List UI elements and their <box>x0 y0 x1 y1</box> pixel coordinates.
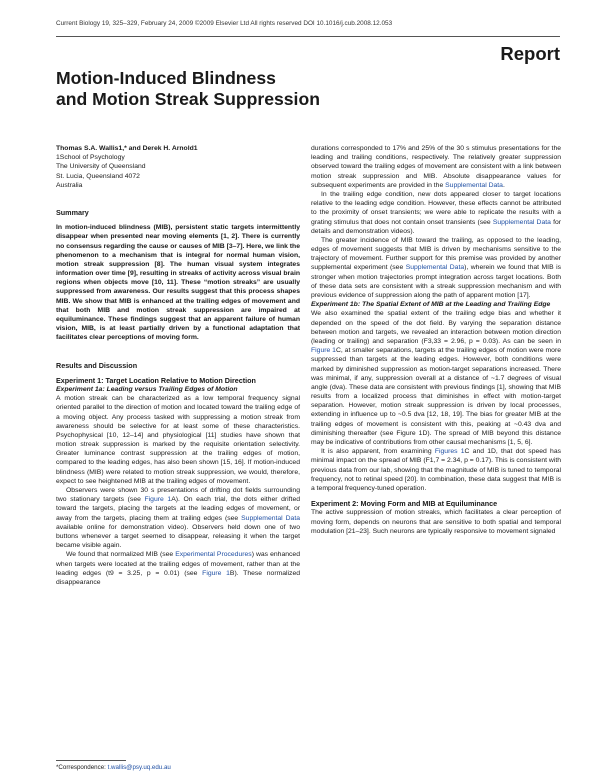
affiliation-line: The University of Queensland <box>56 163 146 171</box>
author-list: Thomas S.A. Wallis1,* and Derek H. Arnold1 <box>56 145 198 152</box>
left-column <box>56 144 300 587</box>
header-rule <box>56 36 560 37</box>
title-line-1: Motion-Induced Blindness <box>56 68 276 88</box>
affiliation-line: Australia <box>56 181 83 189</box>
experimental-procedures-link[interactable]: Experimental Procedures <box>175 551 252 559</box>
left-paragraph-3: We found that normalized MIB (see Experimental Procedures) was enhanced when targets were located at the trailing edges of movement, rather than at the leading edges (t9 = 3.25, p = 0.01) (see Figure 1B). These normalized disappearance <box>56 551 301 586</box>
summary-text: In motion-induced blindness (MIB), persistent static targets intermittently disappear when presented near moving elements [1, 2]. There is currently no consensus regarding the cause or causes of MIB [3–7]. Here, we link the phenomenon to a mechanism that is integral for normal human vision, motion streak suppression [8]. The human visual system integrates information over time [9], resulting in streaks of activity across visual brain regions when objects move [10, 11]. These “motion streaks” are usually suppressed from awareness. Our results suggest that this process shapes MIB. We show that MIB is enhanced at the trailing edges of movement and that both MIB and motion streak suppression are impaired at equiluminance. These findings suggest that an apparent failure of human vision, MIB, is at least partially driven by a functional adaptation that facilitates clear perceptions of moving form. <box>56 224 300 342</box>
figure-link[interactable]: Figure 1 <box>144 496 172 504</box>
affiliation-line: 1School of Psychology <box>56 154 125 162</box>
supplemental-data-link[interactable]: Supplemental Data <box>405 264 465 272</box>
right-paragraph-5: It is also apparent, from examining Figures 1C and 1D, that dot speed has minimal impact on the spread of MIB (F1,7 = 2.34, p = 0.17). This is consistent with previous data from our lab, showing that the magnitude of MIB is tuned to temporal frequency, not to retinal speed [20]. In combination, these data suggest that MIB is a temporal frequency-tuned operation. <box>311 448 562 492</box>
email-link[interactable]: t.wallis@psy.uq.edu.au <box>107 764 171 771</box>
exp1b-heading: Experiment 1b: The Spatial Extent of MIB at the Leading and Trailing Edge <box>311 301 551 309</box>
supplemental-data-link[interactable]: Supplemental Data <box>241 514 300 522</box>
figure-link[interactable]: Figure 1 <box>311 347 336 355</box>
right-paragraph-2: In the trailing edge condition, new dots appeared closer to target locations relative to the leading edge condition. However, these effects cannot be attributed to the proximity of onset transients; we were able to replicate the results with a grating stimulus that does not contain onset transients (see Supplemental Data for details and demonstration videos). <box>311 190 562 235</box>
results-heading: Results and Discussion <box>56 360 138 370</box>
footnote-rule <box>56 760 126 761</box>
figure-link[interactable]: Figures 1 <box>434 448 465 456</box>
figure-link[interactable]: Figure 1 <box>202 569 230 577</box>
right-paragraph-4: We also examined the spatial extent of the trailing edge bias and whether it depended on the speed of the dot field. By varying the separation distance between motion and targets, we revealed an interaction between motion direction (leading or trailing) and separation (F3,33 = 2.96, p = 0.03). As can be seen in Figure 1C, at smaller separations, targets at the trailing edges of motion were more suppressed than targets at the leading edges. However, both conditions were marked by diminished suppression as motion-target separations increased. There was minimal, if any, suppression overall at a distance of ~1.7 degrees of visual angle (dva). These data are consistent with previous findings [1], showing that MIB results from a localized process that diminishes in effect with motion-target separation. However, motion streak suppression is driven by local processes, extending in influence up to ~0.5 dva [12, 18, 19]. The bias for greater MIB at the trailing edges of movement is consistent with this, peaking at ~0.43 dva and diminishing thereafter (see Figure 1D). The spread of MIB beyond this distance may be indicative of contributions from other causal mechanisms [1, 5, 6]. <box>311 310 561 446</box>
right-paragraph-3: The greater incidence of MIB toward the trailing, as opposed to the leading, edges of movement suggests that MIB is driven by mechanisms sensitive to the trajectory of movement. Further support for this premise was provided by another supplemental experiment (see Supplemental Data), wherein we found that MIB is stronger when motion trajectories prompt integration across target locations. Both of these data sets are consistent with a streak suppression mechanism and with previous evidence of suppression along the path of apparent motion [17]. <box>311 236 561 299</box>
exp2-heading: Experiment 2: Moving Form and MIB at Equiluminance <box>311 499 498 509</box>
affiliation-line: St. Lucia, Queensland 4072 <box>56 172 140 180</box>
summary-heading: Summary <box>56 207 89 217</box>
exp1a-heading: Experiment 1a: Leading versus Trailing Edges of Motion <box>56 385 238 393</box>
affiliation-block <box>56 153 300 190</box>
article-title <box>56 68 386 109</box>
right-column <box>311 144 561 536</box>
article-type-label: Report <box>500 43 560 64</box>
exp1-heading: Experiment 1: Target Location Relative to Motion Direction <box>56 375 256 385</box>
supplemental-data-link[interactable]: Supplemental Data <box>492 218 551 226</box>
journal-citation-line: Current Biology 19, 325–329, February 24, 2009 ©2009 Elsevier Ltd All rights reserved DOI 10.1016/j.cub.2008.12.053 <box>56 20 393 27</box>
supplemental-data-link[interactable]: Supplemental Data <box>445 181 503 189</box>
right-paragraph-6: The active suppression of motion streaks, which facilitates a clear perception of moving form, depends on neurons that are sensitive to both spatial and temporal modulation [21–23]. Such neurons are typically responsive to movement signaled <box>311 509 561 535</box>
correspondence-footnote: *Correspondence: t.wallis@psy.uq.edu.au <box>56 764 171 771</box>
title-line-2: and Motion Streak Suppression <box>56 88 320 109</box>
left-paragraph-1: A motion streak can be characterized as a low temporal frequency signal oriented parallel to the direction of motion and located toward the trailing edge of a moving object. Any process tasked with suppressing a motion streak from awareness should be selective for at least some of these characteristics. Psychophysical [10, 12–14] and physiological [11] studies have shown that motion streak suppression is marked by the requisite orientation selectivity. Greater luminance contrast suppression at the trailing edges of motion, compared to the leading edges, has also been shown [15, 16]. If motion-induced blindness (MIB) were related to motion streak suppression, we would, therefore, expect to see heightened MIB at the trailing edges of movement. <box>56 395 300 485</box>
right-paragraph-1: durations corresponded to 17% and 25% of the 30 s stimulus presentations for the leading and trailing conditions, respectively. The relatively greater suppression observed toward the trailing edges of movement are consistent with a link between motion streak suppression and MIB. Absolute disappearance values for subsequent experiments are provided in the Supplemental Data. <box>311 145 561 189</box>
left-paragraph-2: Observers were shown 30 s presentations of drifting dot fields surrounding two stationary targets (see Figure 1A). On each trial, the dots either drifted toward the targets, placing the targets at the leading edges of movement, or away from the targets, placing them at trailing edges (see Supplemental Data available online for demonstration video). Observers held down one of two buttons whenever a target seemed to disappear, releasing it when the target became visible again. <box>56 487 301 550</box>
